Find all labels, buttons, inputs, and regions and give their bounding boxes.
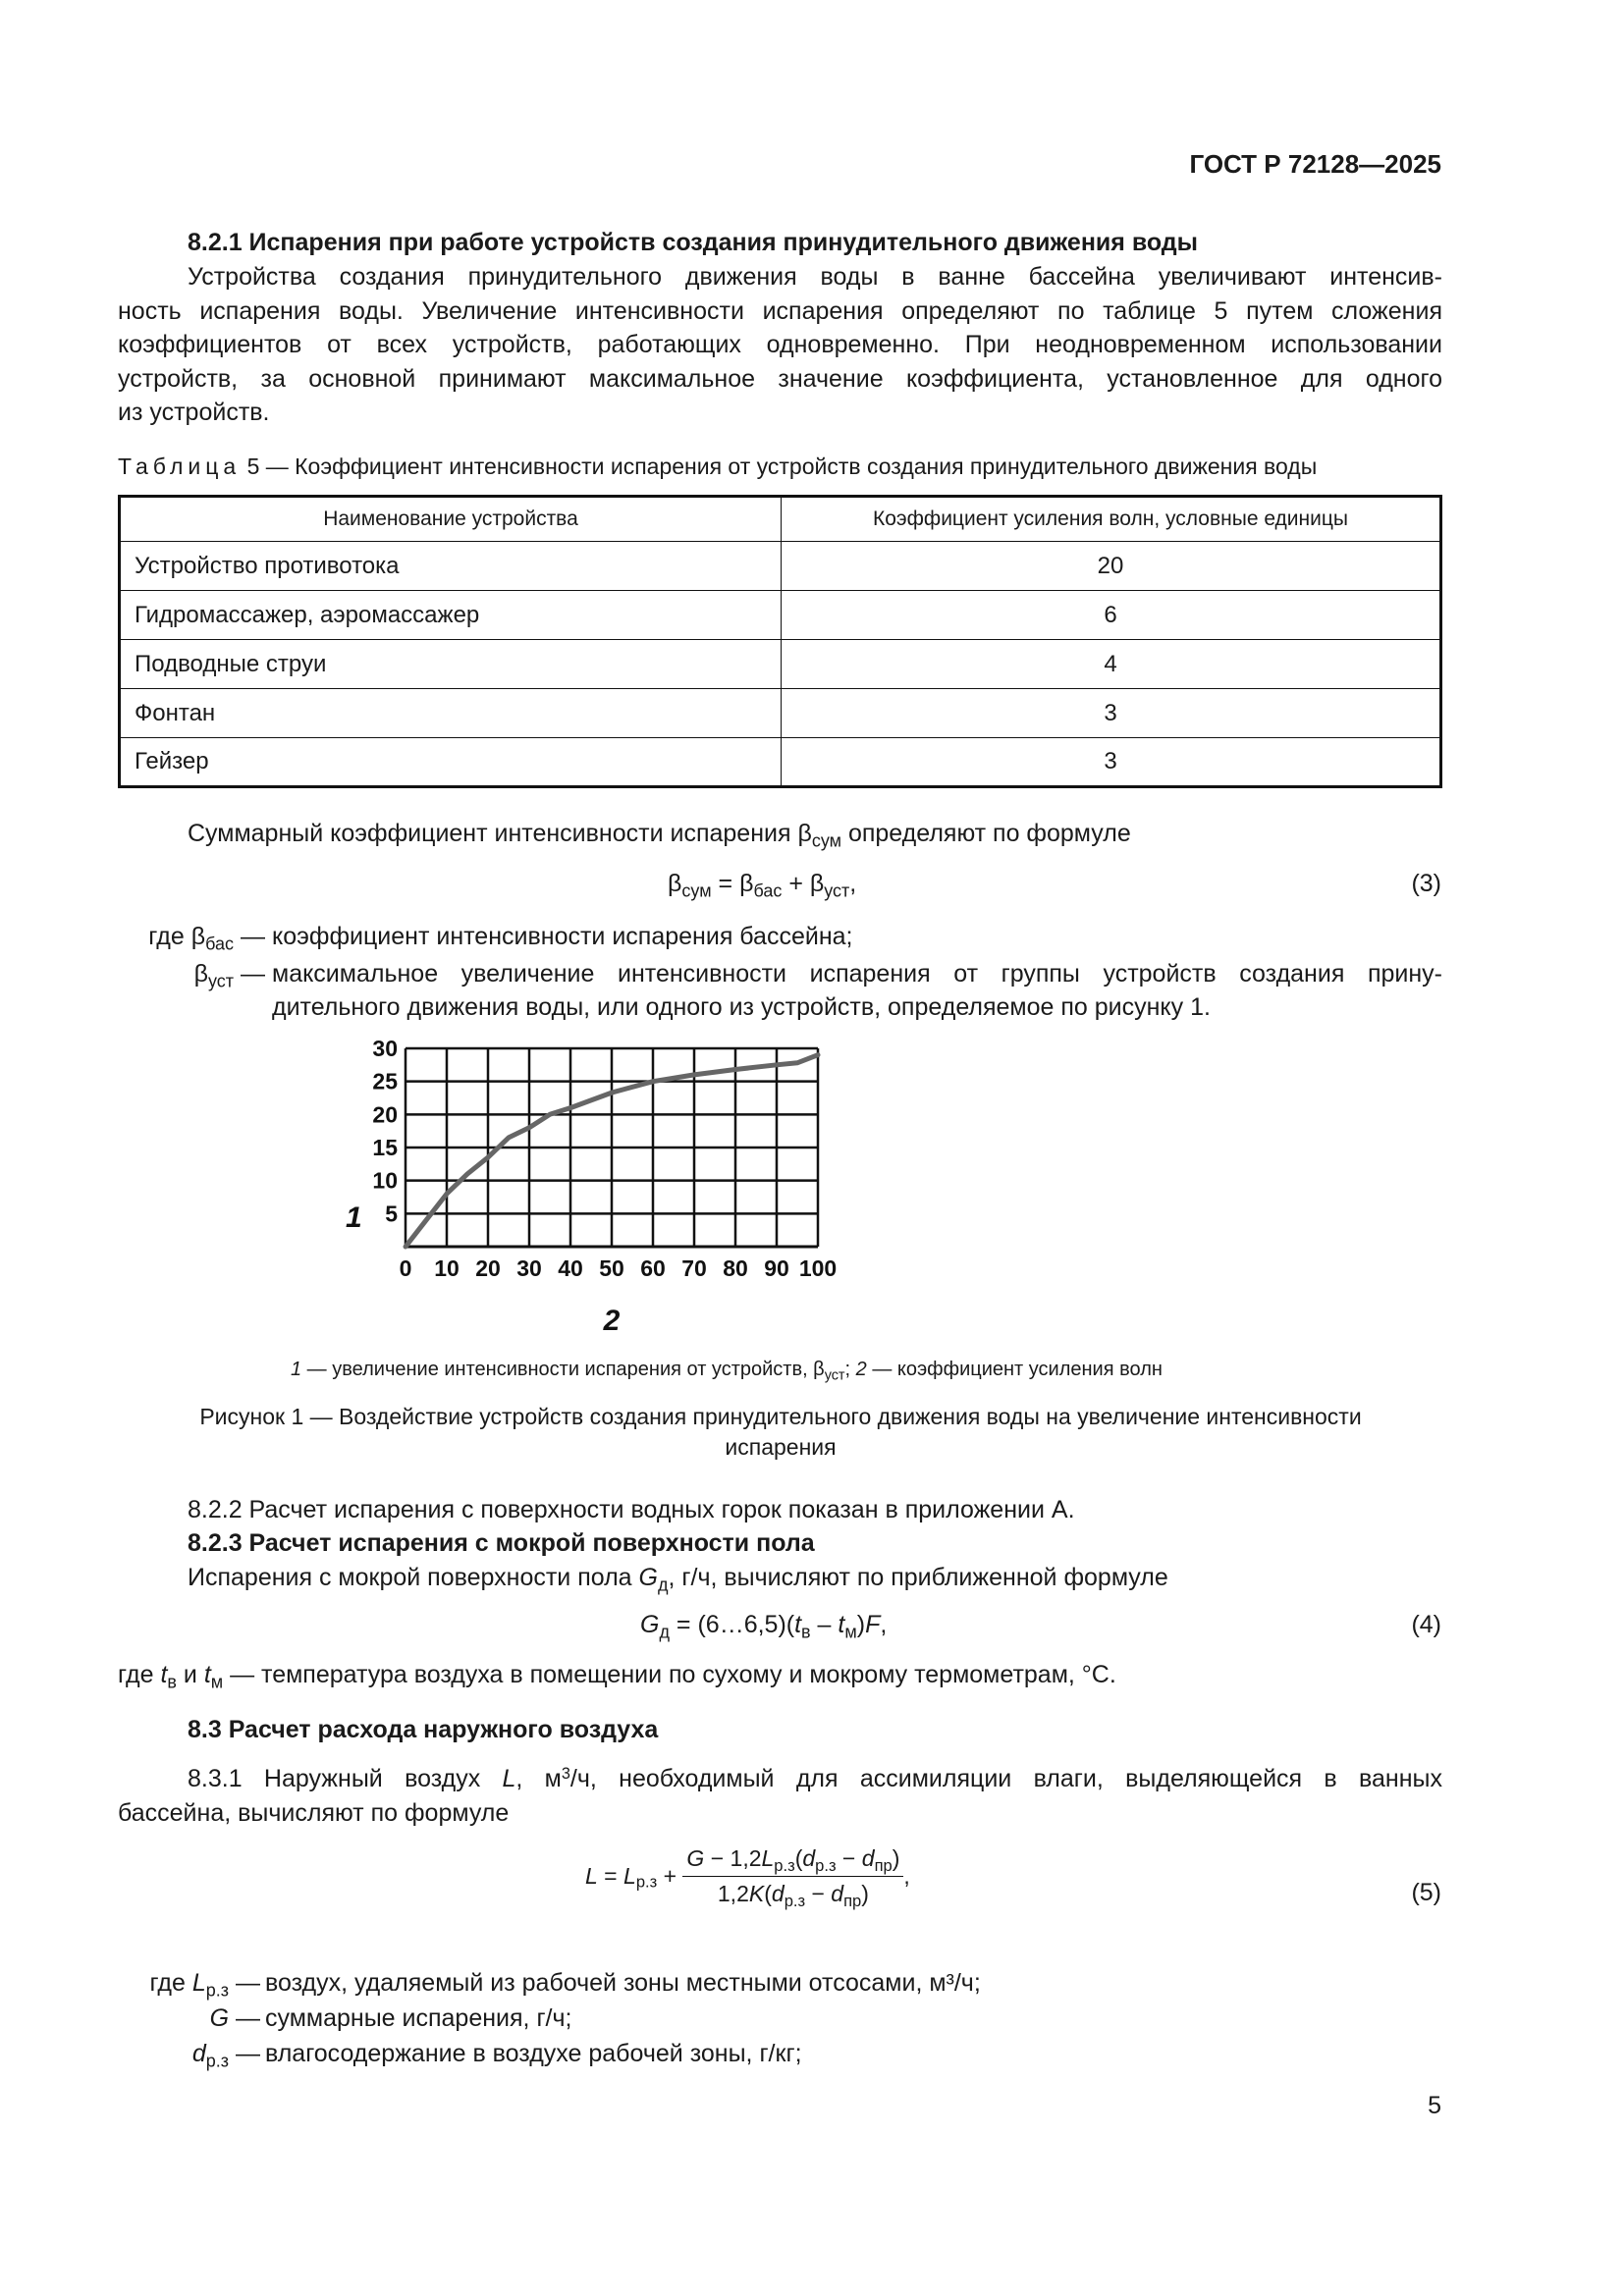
section-8-2-1-title: 8.2.1 Испарения при работе устройств создания принудительного движения воды xyxy=(188,229,1199,256)
x-tick-label: 10 xyxy=(434,1255,460,1281)
para-line: коэффициентов от всех устройств, работающих одновременно. При неодновременном использовании xyxy=(118,331,1442,359)
sub: сум xyxy=(811,830,842,851)
fraction xyxy=(682,1845,903,1910)
numerator: $G - 1,2L_{р.з}(d_{р.з} - d_{пр})$ xyxy=(682,1845,903,1877)
x-tick-label: 100 xyxy=(798,1255,838,1281)
y-tick-label: 15 xyxy=(372,1135,398,1160)
t: р.з xyxy=(205,2051,230,2071)
x-tick-label: 30 xyxy=(516,1255,542,1281)
device-name: Гидромассажер, аэромассажер xyxy=(120,591,782,640)
t: — температура воздуха в помещении по сухому и мокрому термометрам, °С. xyxy=(223,1661,1116,1688)
para-line: Устройства создания принудительного движения воды в ванне бассейна увеличивают интенсив- xyxy=(188,263,1442,291)
x-tick-label: 0 xyxy=(399,1255,412,1281)
f: , xyxy=(849,870,857,897)
t: — увеличение интенсивности испарения от устройств, β xyxy=(301,1359,825,1380)
t: 8.3.1 Наружный воздух xyxy=(188,1765,503,1792)
t: , м xyxy=(515,1765,562,1792)
x-tick-label: 40 xyxy=(558,1255,583,1281)
t: 1 xyxy=(291,1359,302,1380)
f: d xyxy=(831,1881,844,1906)
where-desc: дительного движения воды, или одного из устройств, определяемое по рисунку 1. xyxy=(272,993,1211,1021)
where-desc: влагосодержание в воздухе рабочей зоны, г/кг; xyxy=(265,2040,802,2067)
f: d xyxy=(861,1845,875,1871)
t: д xyxy=(658,1575,669,1595)
text: Суммарный коэффициент интенсивности испарения β xyxy=(188,820,812,847)
f: − 1,2 xyxy=(704,1845,762,1871)
para-line xyxy=(118,1762,1442,1796)
f: L xyxy=(585,1863,598,1889)
where-label xyxy=(118,2004,260,2033)
formula-5: $L = L_{р.з}$ + $\frac{G - 1,2L_{р.з}(d_{р.з} - d_{пр})}{1,2K(d_{р.з} - d_{пр})}$ , xyxy=(585,1845,910,1910)
f: м xyxy=(844,1622,857,1642)
f: = (6…6,5)( xyxy=(669,1611,795,1638)
t: уст xyxy=(208,971,235,991)
x-tick-label: 60 xyxy=(640,1255,666,1281)
section-8-2-3-text xyxy=(188,1564,1168,1595)
t: бас xyxy=(205,934,235,954)
table-caption-prefix: Таблица xyxy=(118,454,242,479)
coefficient: 4 xyxy=(782,640,1441,689)
t: , г/ч, вычисляют по приближенной формуле xyxy=(668,1564,1168,1591)
where-desc: суммарные испарения, г/ч; xyxy=(265,2004,572,2032)
f: = β xyxy=(711,870,754,897)
t: где xyxy=(149,1969,192,1997)
t: уст xyxy=(824,1367,845,1384)
x-tick-label: 80 xyxy=(723,1255,748,1281)
section-8-2-1-text xyxy=(118,260,1442,430)
sum-coefficient-text xyxy=(188,820,1131,851)
f: р.з xyxy=(774,1855,795,1875)
denominator: $1,2K(d_{р.з} - d_{пр})$ xyxy=(717,1881,869,1910)
dash: — xyxy=(236,2040,260,2067)
figure-legend xyxy=(291,1359,1163,1384)
f: д xyxy=(659,1622,670,1642)
table-header-row xyxy=(120,497,1441,542)
formula-3-number: (3) xyxy=(1411,870,1441,897)
x-tick-label: 90 xyxy=(764,1255,789,1281)
dash: — xyxy=(236,2004,260,2032)
section-8-2-2: 8.2.2 Расчет испарения с поверхности водных горок показан в приложении А. xyxy=(188,1496,1075,1523)
table-caption xyxy=(118,454,1317,480)
x-tick-label: 50 xyxy=(599,1255,624,1281)
y-tick-label: 10 xyxy=(372,1167,398,1194)
figure-caption: Рисунок 1 — Воздействие устройств создания принудительного движения воды на увеличение интенсивности xyxy=(199,1404,1362,1429)
table-caption-text: 5 — Коэффициент интенсивности испарения от устройств создания принудительного движения воды xyxy=(241,454,1318,479)
where-4 xyxy=(118,1661,1116,1692)
table-row xyxy=(120,738,1441,787)
t: р.з xyxy=(205,1980,230,2001)
t: 3 xyxy=(561,1764,570,1783)
y-tick-label: 5 xyxy=(385,1201,398,1227)
section-8-3-1-text xyxy=(118,1762,1442,1830)
para-line: устройств, за основной принимают максимальное значение коэффициента, установленное для одного xyxy=(118,364,1442,393)
f: в xyxy=(801,1622,811,1642)
para-line: ность испарения воды. Увеличение интенсивности испарения определяют по таблице 5 путем сложения xyxy=(118,296,1442,325)
where-label xyxy=(118,923,265,954)
where-label xyxy=(118,2040,260,2071)
f: р.з xyxy=(635,1872,658,1892)
f: бас xyxy=(753,881,783,901)
f: − xyxy=(805,1881,832,1906)
dash: — xyxy=(241,960,265,988)
formula-3 xyxy=(668,870,857,901)
table-row xyxy=(120,689,1441,738)
t: и xyxy=(176,1661,204,1688)
page-number: 5 xyxy=(1428,2092,1441,2119)
column-header: Коэффициент усиления волн, условные единицы xyxy=(782,497,1441,542)
t: где xyxy=(148,923,191,950)
figure-1-chart xyxy=(324,1031,1208,1345)
table-row xyxy=(120,640,1441,689)
dash: — xyxy=(241,923,265,950)
where-label xyxy=(118,1969,260,2001)
f: d xyxy=(802,1845,816,1871)
document-id: ГОСТ Р 72128—2025 xyxy=(1189,149,1441,179)
device-name: Устройство противотока xyxy=(120,542,782,591)
coefficient: 20 xyxy=(782,542,1441,591)
where-desc: воздух, удаляемый из рабочей зоны местными отсосами, м³/ч; xyxy=(265,1969,981,1997)
where-desc: коэффициент интенсивности испарения бассейна; xyxy=(272,923,853,950)
t: L xyxy=(502,1765,516,1792)
y-tick-label: 20 xyxy=(372,1101,398,1128)
text: определяют по формуле xyxy=(841,820,1131,847)
f: р.з xyxy=(784,1891,806,1910)
t: м xyxy=(210,1672,224,1692)
t: /ч, необходимый для ассимиляции влаги, выделяющейся в ванных xyxy=(569,1765,1442,1792)
f: сум xyxy=(681,881,712,901)
formula-5-number: (5) xyxy=(1411,1879,1441,1906)
f: L xyxy=(761,1845,775,1871)
y-tick-label: 30 xyxy=(372,1036,398,1061)
y-tick-label: 25 xyxy=(372,1068,398,1095)
f: K xyxy=(748,1881,765,1906)
f: , xyxy=(880,1611,888,1638)
para-line: бассейна, вычисляют по формуле xyxy=(118,1798,510,1827)
f: пр xyxy=(874,1855,893,1875)
t: 2 xyxy=(855,1359,867,1380)
figure-caption-cont: испарения xyxy=(725,1434,837,1460)
evaporation-coefficient-table xyxy=(118,495,1442,788)
dash: — xyxy=(236,1969,260,1997)
section-8-2-3-title: 8.2.3 Расчет испарения с мокрой поверхности пола xyxy=(188,1529,815,1557)
coefficient: 3 xyxy=(782,738,1441,787)
f: − xyxy=(836,1845,862,1871)
device-name: Фонтан xyxy=(120,689,782,738)
where-label xyxy=(118,960,265,991)
f: р.з xyxy=(815,1855,837,1875)
f: ) xyxy=(856,1611,866,1638)
t: — коэффициент усиления волн xyxy=(866,1359,1163,1380)
f: β xyxy=(668,870,682,897)
f: t xyxy=(838,1611,845,1638)
f: + β xyxy=(782,870,825,897)
t: β xyxy=(193,960,208,988)
f: F xyxy=(865,1611,881,1638)
para-line: из устройств. xyxy=(118,399,270,427)
f: 1,2 xyxy=(717,1881,749,1906)
formula-4-number: (4) xyxy=(1411,1611,1441,1638)
f: уст xyxy=(824,881,850,901)
t: в xyxy=(167,1672,177,1692)
f: , xyxy=(903,1863,910,1889)
f: – xyxy=(810,1611,839,1638)
table-row xyxy=(120,591,1441,640)
x-axis-label: 2 xyxy=(603,1305,621,1337)
t: d xyxy=(191,2040,206,2067)
f: G xyxy=(686,1845,705,1871)
section-8-3-title: 8.3 Расчет расхода наружного воздуха xyxy=(188,1716,659,1743)
where-desc: максимальное увеличение интенсивности испарения от группы устройств создания прину- xyxy=(272,960,1442,988)
t: β xyxy=(190,923,206,950)
t: G xyxy=(638,1564,658,1591)
f: пр xyxy=(843,1891,862,1910)
table-row xyxy=(120,542,1441,591)
column-header: Наименование устройства xyxy=(120,497,782,542)
x-tick-label: 70 xyxy=(681,1255,707,1281)
t: t xyxy=(160,1661,168,1688)
device-name: Гейзер xyxy=(120,738,782,787)
f: L xyxy=(623,1863,636,1889)
device-name: Подводные струи xyxy=(120,640,782,689)
f: d xyxy=(771,1881,785,1906)
x-tick-label: 20 xyxy=(475,1255,501,1281)
t: где xyxy=(118,1661,161,1688)
t: t xyxy=(203,1661,211,1688)
t: ; xyxy=(844,1359,856,1380)
t: G xyxy=(209,2004,230,2032)
y-axis-label: 1 xyxy=(346,1201,362,1234)
coefficient: 3 xyxy=(782,689,1441,738)
t: L xyxy=(191,1969,206,1997)
t: Испарения с мокрой поверхности пола xyxy=(188,1564,639,1591)
coefficient: 6 xyxy=(782,591,1441,640)
formula-4 xyxy=(640,1611,888,1642)
f: t xyxy=(794,1611,802,1638)
f: G xyxy=(640,1611,660,1638)
f: + xyxy=(657,1863,683,1889)
